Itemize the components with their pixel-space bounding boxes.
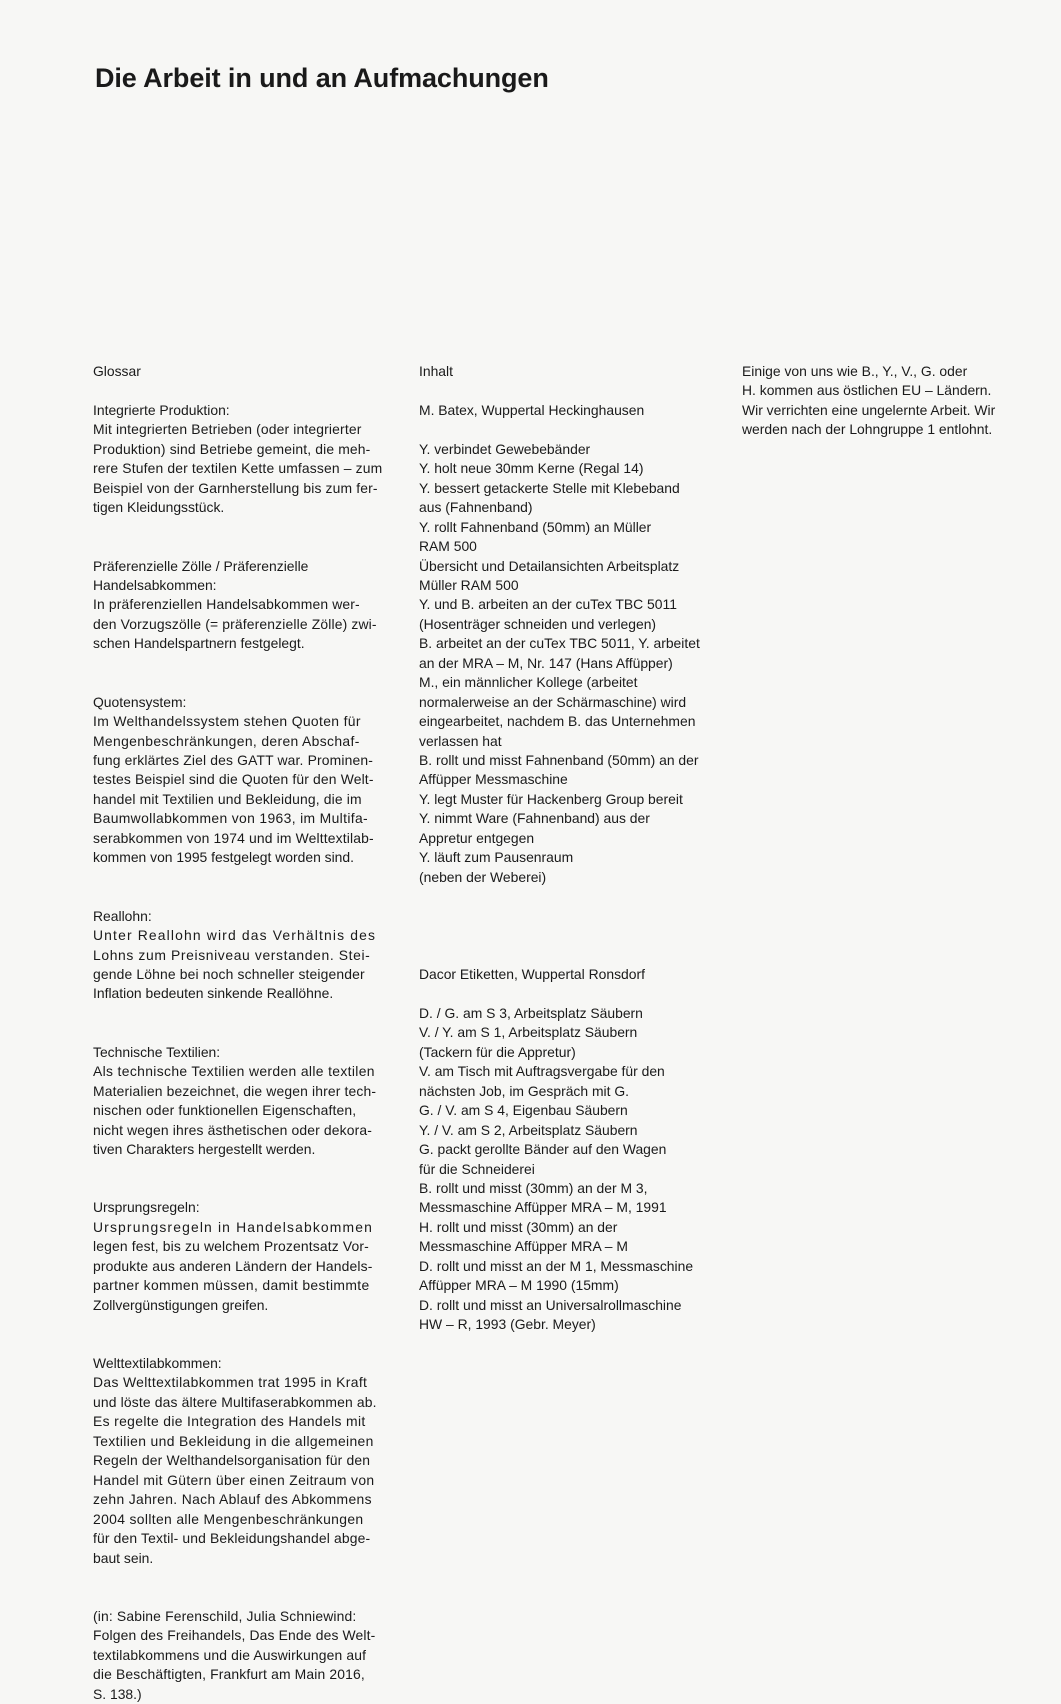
list-item: Messmaschine Affüpper MRA – M (419, 1238, 628, 1255)
text-line: Mengenbeschränkungen, deren Abschaf- (93, 732, 360, 749)
text-line: für den Textil- und Bekleidungshandel abge- (93, 1530, 371, 1547)
list-item: B. rollt und misst (30mm) an der M 3, (419, 1179, 648, 1196)
text-line: tiven Charakters hergestellt werden. (93, 1141, 316, 1158)
text-line: Ursprungsregeln in Handelsabkommen (93, 1218, 373, 1235)
glossary-entry-reallohn (93, 907, 401, 1024)
list-item: Y. nimmt Ware (Fahnenband) aus der (419, 810, 650, 827)
glossary-definition (93, 712, 401, 887)
text-line: Inflation bedeuten sinkende Reallöhne. (93, 985, 334, 1002)
text-line: legen fest, bis zu welchem Prozentsatz Vor- (93, 1238, 369, 1255)
statement-line: H. kommen aus östlichen EU – Ländern. (742, 382, 992, 399)
text-line: textilabkommens und die Auswirkungen auf (93, 1646, 367, 1663)
text-line: nicht wegen ihres ästhetischen oder dekora- (93, 1121, 373, 1138)
text-line: den Vorzugszölle (= präferenzielle Zölle) zwi- (93, 615, 377, 632)
contents-section-heading: M. Batex, Wuppertal Heckinghausen (419, 401, 645, 418)
list-item: Affüpper Messmaschine (419, 771, 568, 788)
list-item: (Hosenträger schneiden und verlegen) (419, 615, 657, 632)
text-line: Lohns zum Preisniveau verstanden. Stei- (93, 946, 371, 963)
list-item: für die Schneiderei (419, 1160, 535, 1177)
text-line: Im Welthandelssystem stehen Quoten für (93, 713, 361, 730)
text-line: Handel mit Gütern über einen Zeitraum von (93, 1471, 375, 1488)
list-item: B. arbeitet an der cuTex TBC 5011, Y. arbeitet (419, 635, 700, 652)
text-line: zehn Jahren. Nach Ablauf des Abkommens (93, 1491, 372, 1508)
text-line: rere Stufen der textilen Kette umfassen – zum (93, 460, 383, 477)
spacer (419, 984, 719, 1003)
glossary-entry-welttextilabkommen (93, 1354, 401, 1587)
list-item: V. / Y. am S 1, Arbeitsplatz Säubern (419, 1024, 638, 1041)
text-line: handel mit Textilien und Bekleidung, die im (93, 790, 362, 807)
glossary-term: Technische Textilien: (93, 1043, 221, 1060)
text-line: Zollvergünstigungen greifen. (93, 1296, 269, 1313)
list-item: G. / V. am S 4, Eigenbau Säubern (419, 1102, 628, 1119)
contents-item-list (419, 1004, 719, 1335)
text-line: (in: Sabine Ferenschild, Julia Schniewind: (93, 1607, 357, 1624)
text-line: S. 138.) (93, 1685, 142, 1702)
list-item: D. rollt und misst an der M 1, Messmaschine (419, 1257, 694, 1274)
text-line: produkte aus anderen Ländern der Handels- (93, 1257, 373, 1274)
list-item: Y. läuft zum Pausenraum (419, 849, 574, 866)
statement-line: Wir verrichten eine ungelernte Arbeit. Wir (742, 401, 996, 418)
glossary-term (93, 557, 401, 596)
list-item: Y. / V. am S 2, Arbeitsplatz Säubern (419, 1121, 638, 1138)
list-item: Y. holt neue 30mm Kerne (Regal 14) (419, 460, 644, 477)
list-item: Affüpper MRA – M 1990 (15mm) (419, 1277, 619, 1294)
statement-line: werden nach der Lohngruppe 1 entlohnt. (742, 421, 993, 438)
text-line: baut sein. (93, 1549, 154, 1566)
list-item: Appretur entgegen (419, 829, 535, 846)
list-item: an der MRA – M, Nr. 147 (Hans Affüpper) (419, 654, 673, 671)
list-item: D. rollt und misst an Universalrollmaschine (419, 1296, 682, 1313)
text-line: testes Beispiel sind die Quoten für den Welt- (93, 771, 374, 788)
statement-block (742, 362, 1032, 440)
spacer (419, 887, 719, 965)
glossary-entry-ursprungsregeln (93, 1198, 401, 1334)
glossary-term: Welttextilabkommen: (93, 1355, 222, 1371)
statement-line: Einige von uns wie B., Y., V., G. oder (742, 363, 968, 379)
text-line: fung erklärtes Ziel des GATT war. Prominen- (93, 752, 373, 769)
glossary-column (93, 362, 401, 1704)
text-line: nischen oder funktionellen Eigenschaften, (93, 1102, 357, 1119)
glossary-entry-integrierte-produktion (93, 401, 401, 537)
glossary-term: Quotensystem: (93, 693, 187, 710)
list-item: H. rollt und misst (30mm) an der (419, 1218, 618, 1235)
statement-column (742, 362, 1032, 440)
glossary-definition (93, 926, 401, 1023)
glossary-term: Ursprungsregeln: (93, 1199, 200, 1216)
text-line: Baumwollabkommen von 1963, im Multifa- (93, 810, 369, 827)
contents-section-heading: Dacor Etiketten, Wuppertal Ronsdorf (419, 966, 645, 982)
spacer (419, 420, 719, 439)
citation-text (93, 1607, 401, 1704)
text-line: Folgen des Freihandels, Das Ende des Welt- (93, 1627, 376, 1644)
text-line: gende Löhne bei noch schneller steigender (93, 965, 365, 982)
list-item: HW – R, 1993 (Gebr. Meyer) (419, 1316, 596, 1333)
text-line: schen Handelspartnern festgelegt. (93, 635, 305, 652)
list-item: Y. verbindet Gewebebänder (419, 440, 591, 457)
contents-column (419, 362, 719, 1335)
list-item: Y. bessert getackerte Stelle mit Klebeband (419, 479, 680, 496)
list-item: Müller RAM 500 (419, 576, 519, 593)
text-line: Regeln der Welthandelsorganisation für den (93, 1452, 371, 1469)
glossary-definition (93, 1218, 401, 1335)
text-line: kommen von 1995 festgelegt worden sind. (93, 849, 354, 866)
list-item: normalerweise an der Schärmaschine) wird (419, 693, 687, 710)
contents-item-list (419, 440, 719, 887)
list-item: D. / G. am S 3, Arbeitsplatz Säubern (419, 1004, 643, 1021)
text-line: Mit integrierten Betrieben (oder integrierter (93, 421, 362, 438)
text-line: die Beschäftigten, Frankfurt am Main 2016, (93, 1666, 365, 1683)
list-item: (neben der Weberei) (419, 868, 547, 885)
list-item: Y. legt Muster für Hackenberg Group bereit (419, 790, 683, 807)
contents-section-batex (419, 401, 719, 887)
text-line: Es regelte die Integration des Handels mit (93, 1413, 366, 1430)
text-line: Beispiel von der Garnherstellung bis zum fer- (93, 479, 378, 496)
glossary-definition (93, 420, 401, 537)
list-item: nächsten Job, im Gespräch mit G. (419, 1082, 629, 1099)
list-item: B. rollt und misst Fahnenband (50mm) an der (419, 752, 699, 769)
text-line: tigen Kleidungsstück. (93, 499, 225, 516)
glossary-entry-praeferenzielle-zoelle (93, 557, 401, 674)
text-line: Das Welttextilabkommen trat 1995 in Kraft (93, 1374, 368, 1391)
page-title: Die Arbeit in und an Aufmachungen (95, 63, 549, 94)
list-item: verlassen hat (419, 732, 502, 749)
text-line: Materialien bezeichnet, die wegen ihrer tech- (93, 1082, 377, 1099)
list-item: V. am Tisch mit Auftragsvergabe für den (419, 1063, 665, 1080)
text-line: partner kommen müssen, damit bestimmte (93, 1277, 370, 1294)
list-item: RAM 500 (419, 538, 477, 555)
glossary-definition (93, 595, 401, 673)
text-line: Textilien und Bekleidung in die allgemeinen (93, 1432, 374, 1449)
list-item: Y. rollt Fahnenband (50mm) an Müller (419, 518, 652, 535)
glossary-definition (93, 1062, 401, 1179)
text-line: In präferenziellen Handelsabkommen wer- (93, 596, 360, 613)
text-line: Präferenzielle Zölle / Präferenzielle (93, 557, 309, 574)
text-line: Als technische Textilien werden alle textilen (93, 1063, 375, 1080)
list-item: aus (Fahnenband) (419, 499, 533, 516)
glossary-term: Reallohn: (93, 907, 152, 924)
list-item: (Tackern für die Appretur) (419, 1043, 576, 1060)
text-line: Produktion) sind Betriebe gemeint, die meh- (93, 440, 371, 457)
glossary-term: Integrierte Produktion: (93, 401, 230, 418)
list-item: Messmaschine Affüpper MRA – M, 1991 (419, 1199, 667, 1216)
text-line: und löste das ältere Multifaserabkommen ab. (93, 1393, 377, 1410)
glossary-entry-technische-textilien (93, 1043, 401, 1179)
text-line: serabkommen von 1974 und im Welttextilab- (93, 829, 374, 846)
text-line: Handelsabkommen: (93, 576, 217, 593)
list-item: eingearbeitet, nachdem B. das Unternehmen (419, 713, 696, 730)
glossary-citation (93, 1607, 401, 1704)
list-item: G. packt gerollte Bänder auf den Wagen (419, 1141, 667, 1158)
glossary-definition (93, 1373, 401, 1587)
list-item: Y. und B. arbeiten an der cuTex TBC 5011 (419, 596, 677, 613)
contents-label: Inhalt (419, 363, 453, 379)
list-item: M., ein männlicher Kollege (arbeitet (419, 674, 638, 691)
text-line: Unter Reallohn wird das Verhältnis des (93, 927, 377, 944)
list-item: Übersicht und Detailansichten Arbeitsplatz (419, 557, 680, 574)
glossary-entry-quotensystem (93, 693, 401, 888)
glossary-label: Glossar (93, 363, 141, 379)
contents-section-dacor (419, 965, 719, 1335)
text-line: 2004 sollten alle Mengenbeschränkungen (93, 1510, 364, 1527)
